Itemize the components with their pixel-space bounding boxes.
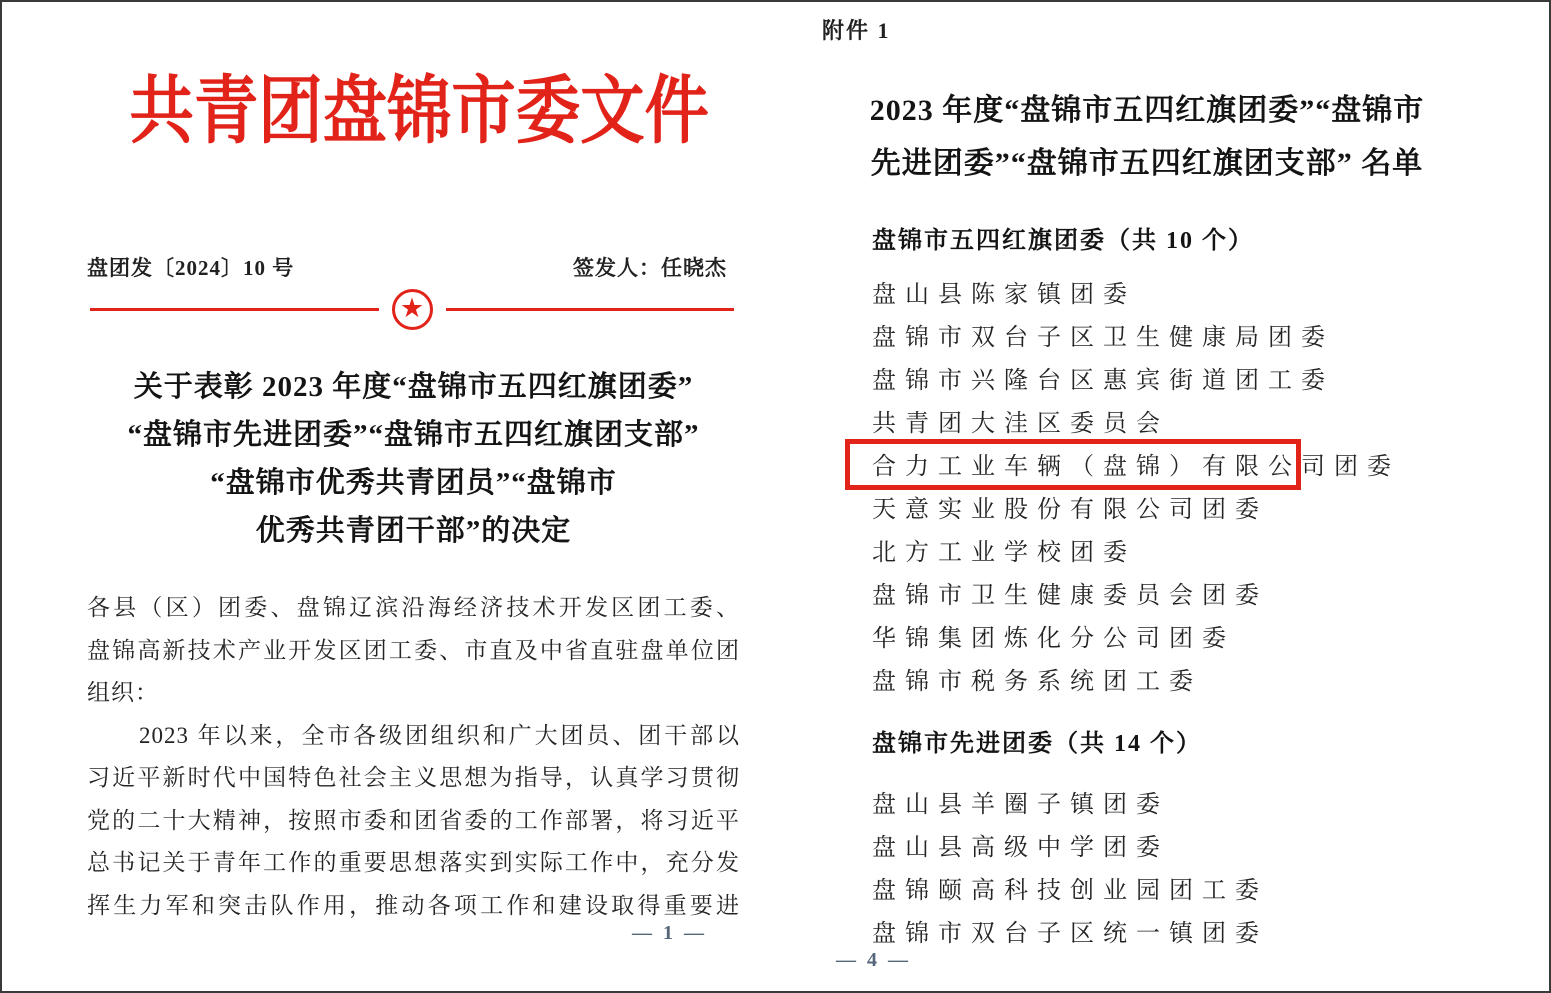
body-line: 习近平新时代中国特色社会主义思想为指导，认真学习贯彻 [87, 765, 740, 790]
page-number-4: — 4 — [836, 949, 911, 971]
signer-label: 签发人：任晓杰 [573, 256, 727, 280]
document-title-line: “盘锦市先进团委”“盘锦市五四红旗团支部” [127, 419, 700, 451]
section-heading-red-flag: 盘锦市五四红旗团委（共 10 个） [872, 228, 1254, 254]
body-line: 各县（区）团委、盘锦辽滨沿海经济技术开发区团工委、 [87, 595, 740, 620]
document-title-line: 优秀共青团干部”的决定 [255, 515, 572, 547]
attachment-title-line: 先进团委”“盘锦市五四红旗团支部” 名单 [870, 147, 1424, 180]
page-4 [822, 2, 1472, 991]
body-line: 盘锦高新技术产业开发区团工委、市直及中省直驻盘单位团 [87, 637, 740, 663]
body-line: 2023 年以来，全市各级团组织和广大团员、团干部以 [139, 722, 740, 748]
advanced-list [872, 784, 1472, 956]
attachment-label: 附件 1 [822, 18, 891, 43]
list-item: 盘锦市双台子区卫生健康局团委 [872, 325, 1334, 351]
document-title-line: 关于表彰 2023 年度“盘锦市五四红旗团委” [133, 371, 694, 403]
document-body [87, 587, 740, 927]
list-item: 盘锦市兴隆台区惠宾街道团工委 [872, 368, 1334, 394]
list-item: 盘山县羊圈子镇团委 [872, 792, 1169, 818]
attachment-title-line: 2023 年度“盘锦市五四红旗团委”“盘锦市 [869, 94, 1425, 127]
star-icon: ★ [399, 292, 425, 324]
divider-line-right [446, 308, 735, 311]
list-item-highlighted: 合力工业车辆（盘锦）有限公司团委 [872, 454, 1400, 480]
masthead-title: 共青团盘锦市委文件 [129, 69, 709, 152]
list-item: 北方工业学校团委 [872, 540, 1136, 566]
list-item: 华锦集团炼化分公司团委 [872, 626, 1235, 652]
doc-number: 盘团发〔2024〕10 号 [87, 256, 295, 280]
list-item: 天意实业股份有限公司团委 [872, 497, 1268, 523]
red-divider [90, 286, 734, 332]
list-item: 盘锦市双台子区统一镇团委 [872, 921, 1268, 947]
document-title [87, 363, 740, 555]
section-heading-advanced: 盘锦市先进团委（共 14 个） [872, 731, 1202, 757]
body-line: 挥生力军和突击队作用，推动各项工作和建设取得重要进 [87, 892, 740, 918]
doc-meta-row [87, 252, 727, 282]
list-item: 盘山县高级中学团委 [872, 835, 1169, 861]
attachment-title [822, 84, 1472, 190]
list-item: 盘山县陈家镇团委 [872, 282, 1136, 308]
page-number-1: — 1 — [632, 922, 707, 944]
document-title-line: “盘锦市优秀共青团员”“盘锦市 [210, 467, 617, 499]
list-item: 盘锦颐高科技创业园团工委 [872, 878, 1268, 904]
list-item: 盘锦市税务系统团工委 [872, 669, 1202, 695]
body-line: 总书记关于青年工作的重要思想落实到实际工作中，充分发 [87, 850, 740, 875]
star-emblem-icon [392, 289, 433, 330]
divider-line-left [90, 308, 379, 311]
page-1 [87, 2, 740, 991]
highlight-box [845, 439, 1301, 490]
body-line: 党的二十大精神，按照市委和团省委的工作部署，将习近平 [87, 807, 740, 833]
list-item: 盘锦市卫生健康委员会团委 [872, 583, 1268, 609]
body-line: 组织： [87, 680, 159, 705]
list-item: 共青团大洼区委员会 [872, 411, 1169, 437]
